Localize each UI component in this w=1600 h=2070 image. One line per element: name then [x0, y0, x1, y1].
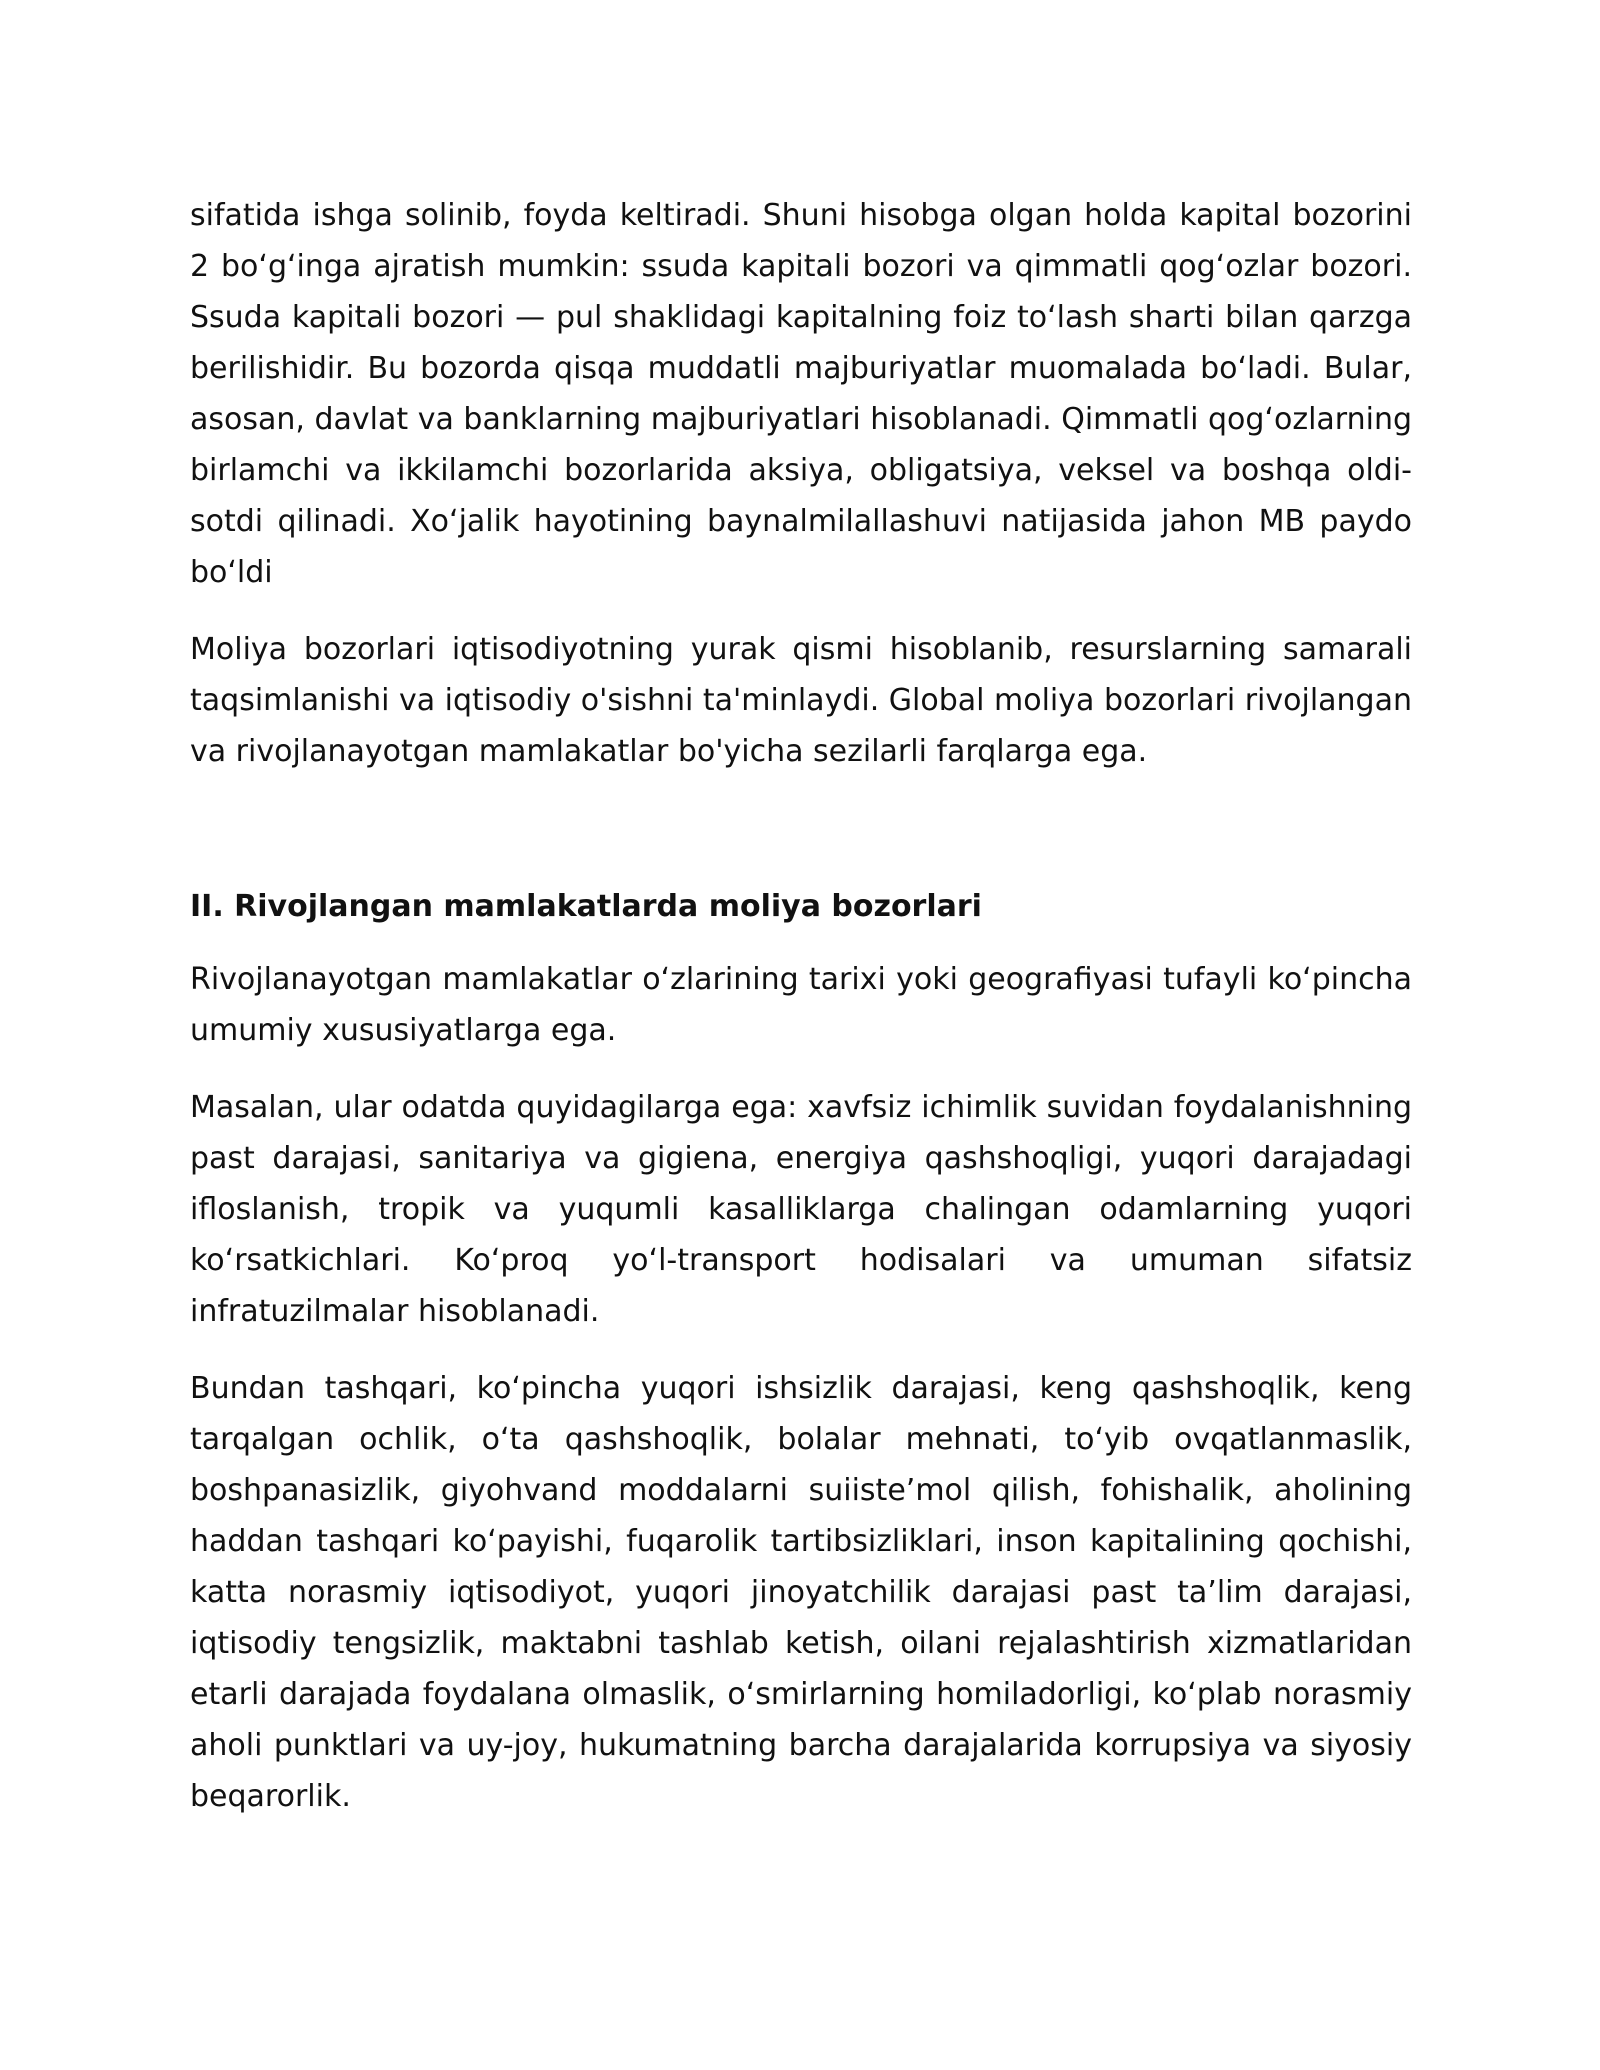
paragraph-examples: Masalan, ular odatda quyidagilarga ega: xavfsiz ichimlik suvidan foydalanishning past darajasi, sanitariya va gigiena, energiya qashshoqligi, yuqori darajadagi ifloslanish, tropik va yuqumli kasalliklarga chalingan odamlarning yuqori koʻrsatkichlari. Koʻproq yoʻl-transport hodisalari va umuman sifatsiz infratuzilmalar hisoblanadi. — [190, 1090, 1412, 1329]
paragraph-developing-countries: Rivojlanayotgan mamlakatlar oʻzlarining tarixi yoki geografiyasi tufayli koʻpincha umumiy xususiyatlarga ega. — [190, 962, 1412, 1048]
document-body — [190, 190, 1412, 1848]
paragraph-capital-market: sifatida ishga solinib, foyda keltiradi. Shuni hisobga olgan holda kapital bozorini 2 boʻgʻinga ajratish mumkin: ssuda kapitali bozori va qimmatli qogʻozlar bozori. Ssuda kapitali bozori — pul shaklidagi kapitalning foiz toʻlash sharti bilan qarzga berilishidir. Bu bozorda qisqa muddatli majburiyatlar muomalada boʻladi. Bular, asosan, davlat va banklarning majburiyatlari hisoblanadi. Qimmatli qogʻozlarning birlamchi va ikkilamchi bozorlarida aksiya, obligatsiya, veksel va boshqa oldi-sotdi qilinadi. Xoʻjalik hayotining baynalmilallashuvi natijasida jahon MB paydo boʻldi — [190, 198, 1412, 590]
paragraph-spacer — [190, 803, 1412, 881]
section-heading: II. Rivojlangan mamlakatlarda moliya bozorlari — [190, 889, 982, 924]
paragraph-additional-problems: Bundan tashqari, koʻpincha yuqori ishsizlik darajasi, keng qashshoqlik, keng tarqalgan ochlik, oʻta qashshoqlik, bolalar mehnati, toʻyib ovqatlanmaslik, boshpanasizlik, giyohvand moddalarni suiisteʼmol qilish, fohishalik, aholining haddan tashqari koʻpayishi, fuqarolik tartibsizliklari, inson kapitalining qochishi, katta norasmiy iqtisodiyot, yuqori jinoyatchilik darajasi past taʼlim darajasi, iqtisodiy tengsizlik, maktabni tashlab ketish, oilani rejalashtirish xizmatlaridan etarli darajada foydalana olmaslik, oʻsmirlarning homiladorligi, koʻplab norasmiy aholi punktlari va uy-joy, hukumatning barcha darajalarida korrupsiya va siyosiy beqarorlik. — [190, 1371, 1412, 1814]
paragraph-financial-markets: Moliya bozorlari iqtisodiyotning yurak qismi hisoblanib, resurslarning samarali taqsimlanishi va iqtisodiy o'sishni ta'minlaydi. Global moliya bozorlari rivojlangan va rivojlanayotgan mamlakatlar bo'yicha sezilarli farqlarga ega. — [190, 632, 1412, 769]
